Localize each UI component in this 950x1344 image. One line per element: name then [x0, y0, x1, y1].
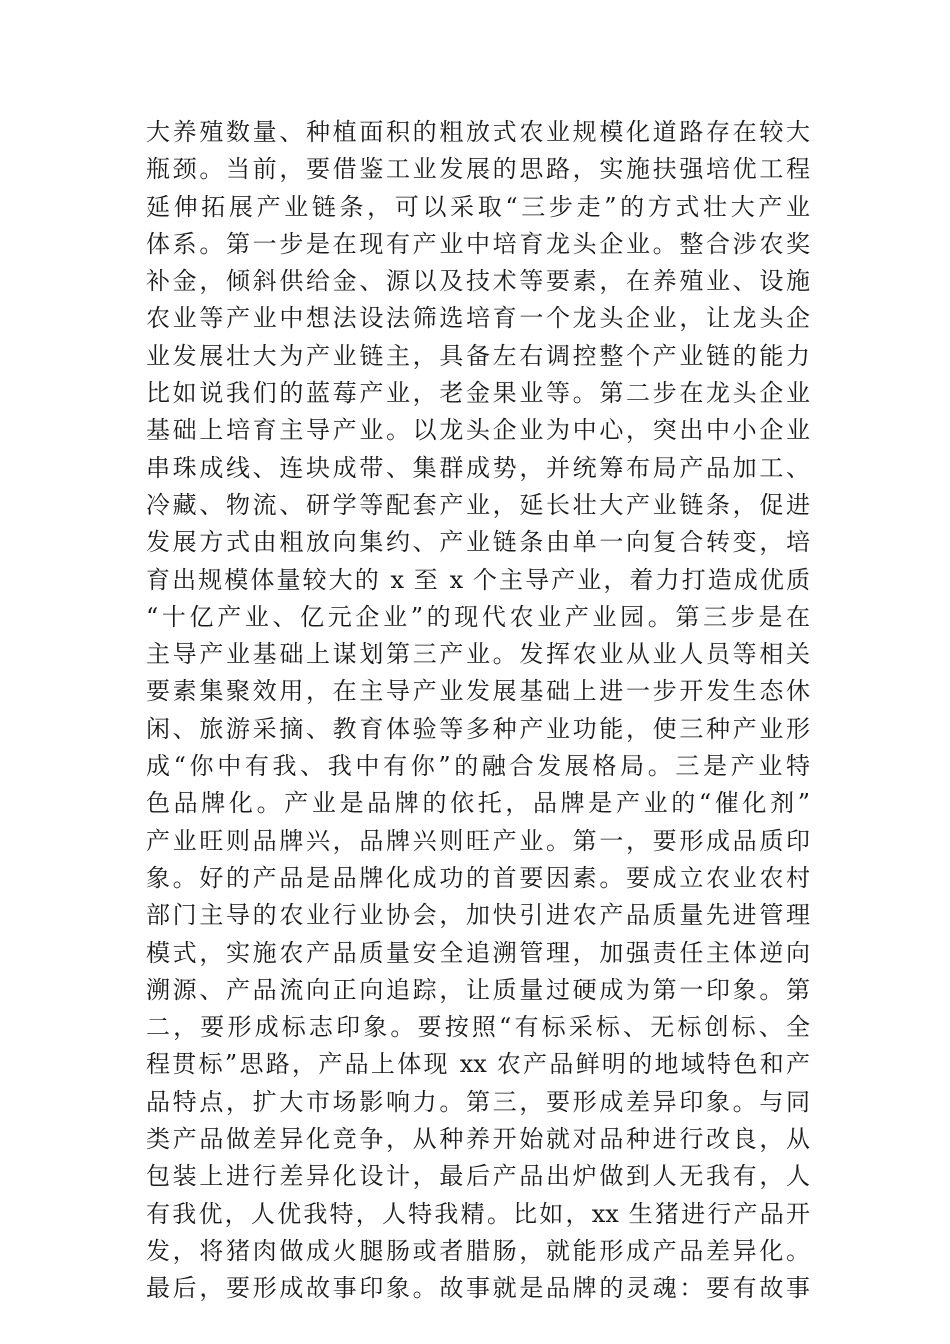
text-line: 业发展壮大为产业链主，具备左右调控整个产业链的能力: [146, 341, 810, 370]
text-line: 农业等产业中想法设法筛选培育一个龙头企业，让龙头企: [146, 304, 810, 333]
text-line: 成“你中有我、我中有你”的融合发展格局。三是产业特: [146, 752, 810, 781]
text-line: 类产品做差异化竞争，从种养开始就对品种进行改良，从: [146, 1125, 810, 1154]
text-line: 溯源、产品流向正向追踪，让质量过硬成为第一印象。第: [146, 975, 810, 1004]
text-line: “十亿产业、亿元企业”的现代农业产业园。第三步是在: [146, 602, 810, 631]
text-line: 二，要形成标志印象。要按照“有标采标、无标创标、全: [146, 1013, 810, 1042]
text-line: 色品牌化。产业是品牌的依托，品牌是产业的“催化剂”: [146, 789, 810, 818]
text-line: 补金，倾斜供给金、源以及技术等要素，在养殖业、设施: [146, 267, 810, 296]
text-line: 体系。第一步是在现有产业中培育龙头企业。整合涉农奖: [146, 229, 810, 258]
text-line: 包装上进行差异化设计，最后产品出炉做到人无我有，人: [146, 1162, 810, 1191]
text-line: 主导产业基础上谋划第三产业。发挥农业从业人员等相关: [146, 640, 810, 669]
text-line: 品特点，扩大市场影响力。第三，要形成差异印象。与同: [146, 1087, 810, 1116]
text-line: 部门主导的农业行业协会，加快引进农产品质量先进管理: [146, 901, 810, 930]
text-line: 有我优，人优我特，人特我精。比如，xx 生猪进行产品开: [146, 1199, 810, 1228]
text-line: 瓶颈。当前，要借鉴工业发展的思路，实施扶强培优工程: [146, 155, 810, 184]
text-line: 象。好的产品是品牌化成功的首要因素。要成立农业农村: [146, 863, 810, 892]
text-line: 大养殖数量、种植面积的粗放式农业规模化道路存在较大: [146, 118, 810, 146]
text-line: 最后，要形成故事印象。故事就是品牌的灵魂：要有故事: [146, 1274, 810, 1303]
text-line: 冷藏、物流、研学等配套产业，延长壮大产业链条，促进: [146, 490, 810, 519]
text-line: 模式，实施农产品质量安全追溯管理，加强责任主体逆向: [146, 938, 810, 967]
text-line: 基础上培育主导产业。以龙头企业为中心，突出中小企业: [146, 416, 810, 445]
text-line: 程贯标”思路，产品上体现 xx 农产品鲜明的地域特色和产: [146, 1050, 810, 1079]
text-line: 产业旺则品牌兴，品牌兴则旺产业。第一，要形成品质印: [146, 826, 810, 855]
text-line: 闲、旅游采摘、教育体验等多种产业功能，使三种产业形: [146, 714, 810, 743]
body-text: [146, 114, 810, 1308]
text-line: 发展方式由粗放向集约、产业链条由单一向复合转变，培: [146, 528, 810, 557]
text-line: 比如说我们的蓝莓产业，老金果业等。第二步在龙头企业: [146, 379, 810, 408]
text-line: 育出规模体量较大的 x 至 x 个主导产业，着力打造成优质: [146, 565, 810, 594]
text-line: 延伸拓展产业链条，可以采取“三步走”的方式壮大产业: [146, 192, 810, 221]
text-line: 要素集聚效用，在主导产业发展基础上进一步开发生态休: [146, 677, 810, 706]
text-line: 发，将猪肉做成火腿肠或者腊肠，就能形成产品差异化。: [146, 1236, 810, 1265]
text-line: 串珠成线、连块成带、集群成势，并统筹布局产品加工、: [146, 453, 810, 482]
